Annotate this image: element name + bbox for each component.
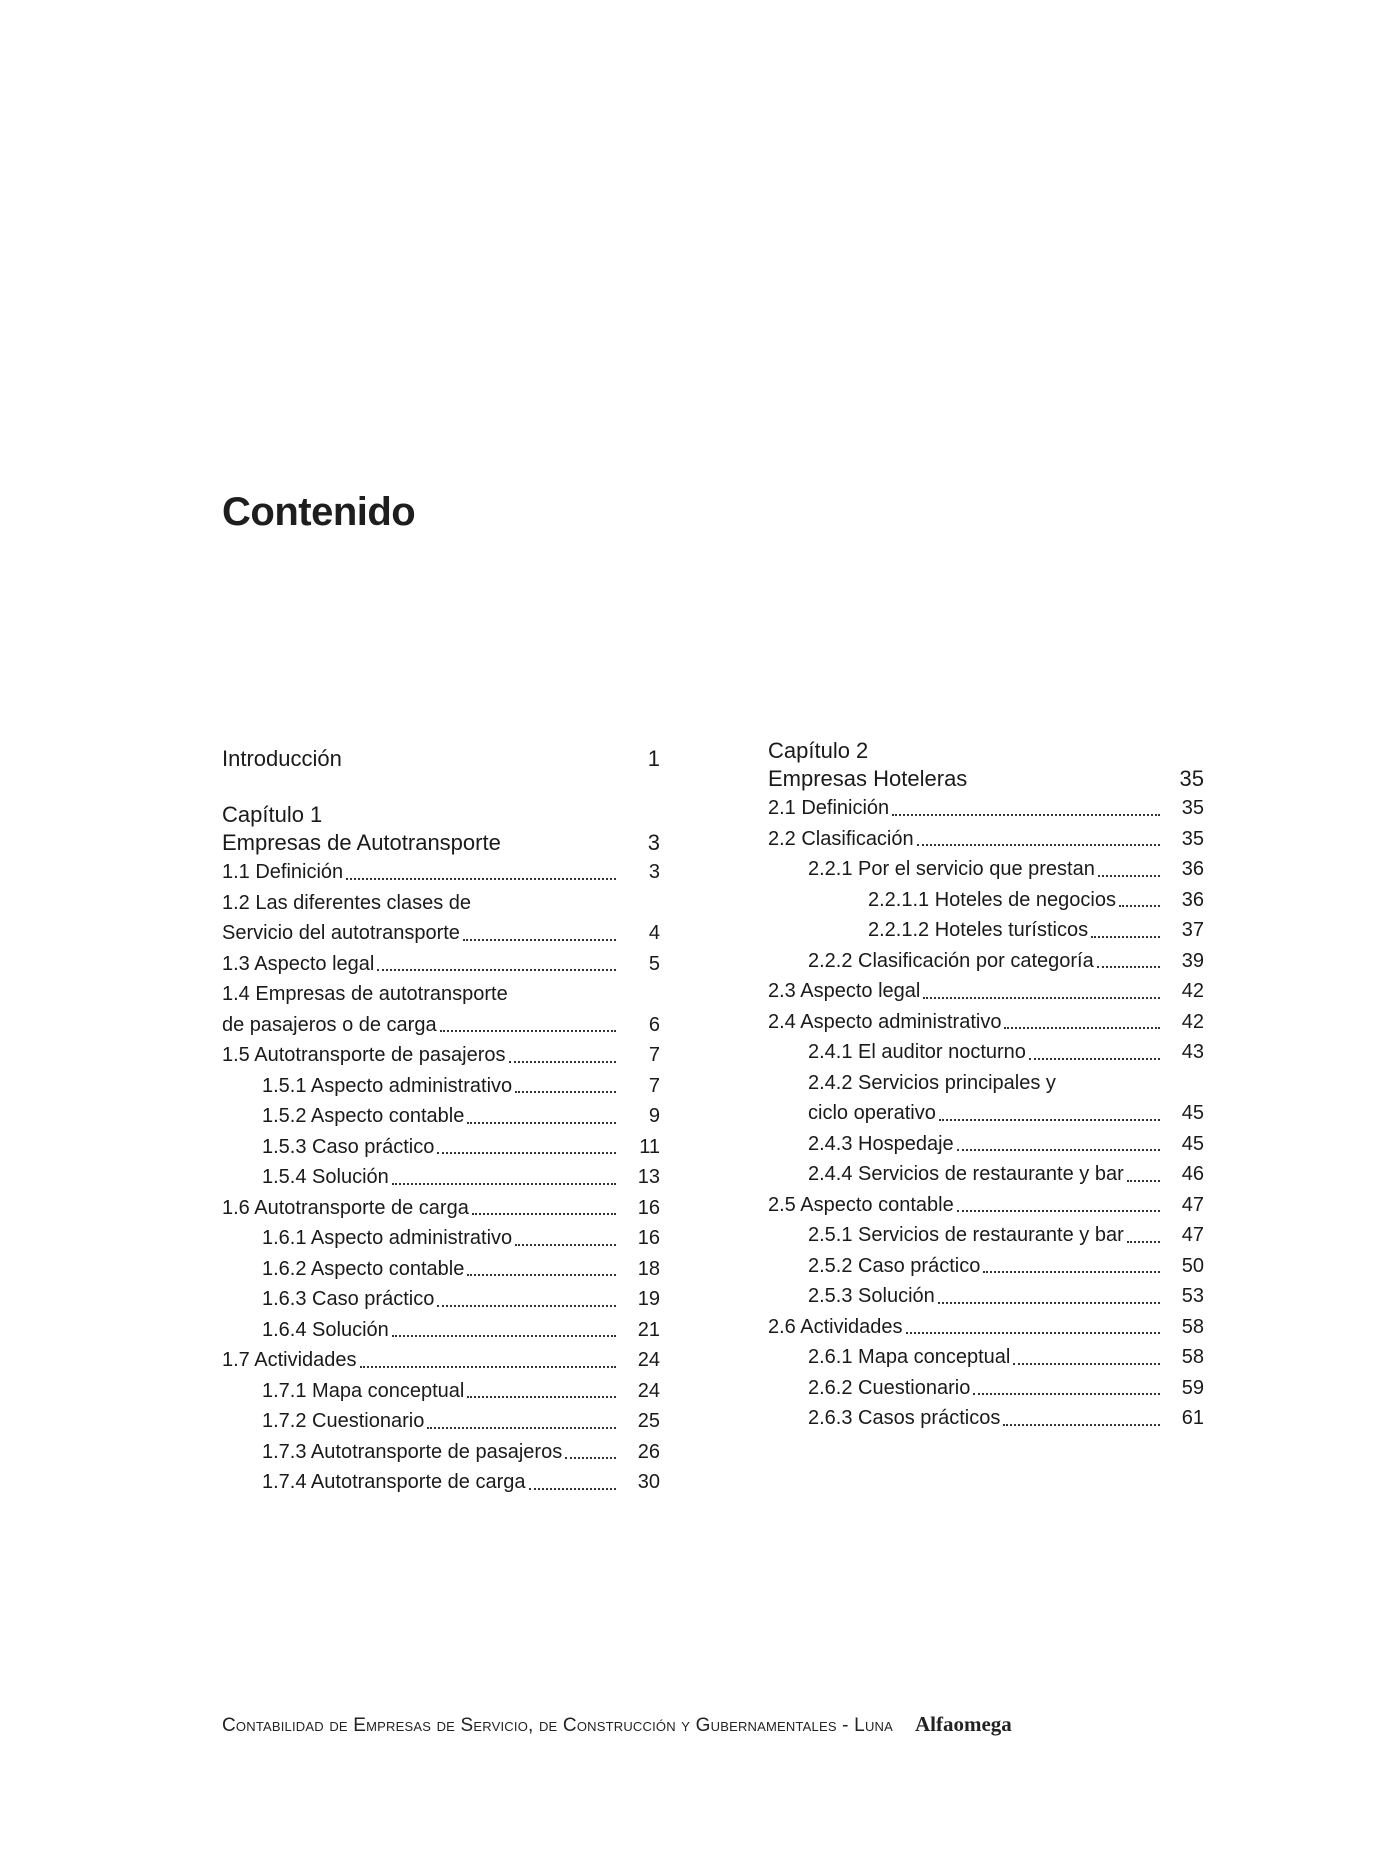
dot-leader	[1003, 1423, 1160, 1426]
toc-entry-page: 58	[1181, 1315, 1204, 1338]
toc-entry	[768, 1342, 1204, 1373]
toc-entry	[768, 1373, 1204, 1404]
chapter-heading-number: Capítulo 2	[768, 738, 869, 763]
toc-entry-label: 2.3 Aspecto legal	[768, 980, 921, 1002]
toc-entry-label: 2.6.1 Mapa conceptual	[808, 1346, 1011, 1368]
chapter-heading-title	[768, 765, 1204, 793]
toc-entry-label: 1.6.2 Aspecto contable	[262, 1257, 465, 1280]
publisher-logo: Alfaomega	[915, 1712, 1012, 1736]
chapter-heading-title	[222, 829, 660, 857]
toc-entry-label: 2.5.3 Solución	[808, 1285, 935, 1307]
dot-leader	[1119, 904, 1160, 907]
toc-entry-page: 25	[637, 1410, 660, 1432]
toc-entry	[222, 1193, 660, 1224]
dot-leader	[467, 1121, 616, 1124]
toc-entry-label: 2.4.2 Servicios principales y	[808, 1071, 1056, 1094]
toc-entry-page: 26	[637, 1440, 660, 1463]
toc-entry-label: 2.6 Actividades	[768, 1315, 903, 1338]
toc-entry-label: 1.5.1 Aspecto administrativo	[262, 1074, 513, 1097]
toc-entry	[222, 888, 660, 919]
toc-entry-page: 19	[637, 1288, 660, 1310]
toc-entry-page: 3	[648, 861, 660, 883]
dot-leader	[467, 1395, 616, 1398]
toc-entry	[768, 1129, 1204, 1160]
toc-entry-label: 1.7 Actividades	[222, 1349, 357, 1371]
dot-leader	[437, 1151, 616, 1154]
toc-entry	[768, 824, 1204, 855]
toc-entry-label: 2.4.1 El auditor nocturno	[808, 1041, 1026, 1063]
toc-entry-label: Servicio del autotransporte	[222, 922, 460, 944]
dot-leader	[472, 1212, 616, 1215]
toc-entry-page: 47	[1181, 1224, 1204, 1246]
dot-leader	[923, 996, 1160, 999]
dot-leader	[1097, 965, 1160, 968]
toc-entry	[768, 793, 1204, 824]
toc-entry-page: 7	[648, 1074, 660, 1097]
toc-entry-label: 1.6.1 Aspecto administrativo	[262, 1227, 513, 1249]
toc-entry-label: 1.6.4 Solución	[262, 1318, 389, 1341]
toc-entry	[768, 1281, 1204, 1312]
dot-leader	[440, 1029, 616, 1032]
dot-leader	[437, 1304, 616, 1307]
toc-entry-label: 1.5.3 Caso práctico	[262, 1135, 435, 1158]
dot-leader	[917, 843, 1160, 846]
dot-leader	[392, 1182, 616, 1185]
dot-leader	[939, 1118, 1160, 1121]
dot-leader	[957, 1148, 1160, 1151]
dot-leader	[565, 1456, 616, 1459]
toc-entry	[768, 885, 1204, 916]
toc-entry	[222, 1315, 660, 1346]
dot-leader	[1098, 874, 1160, 877]
toc-entry-label: 1.6.3 Caso práctico	[262, 1288, 435, 1310]
toc-entry-page: 47	[1181, 1193, 1204, 1216]
dot-leader	[906, 1331, 1160, 1334]
toc-entry	[768, 946, 1204, 977]
toc-entry-list	[222, 857, 660, 1498]
toc-entry-label: 2.4 Aspecto administrativo	[768, 1010, 1002, 1033]
toc-entry-label: 2.2.1.2 Hoteles turísticos	[868, 919, 1089, 941]
toc-entry-page: 7	[648, 1044, 660, 1066]
toc-right-column	[768, 737, 1204, 1434]
toc-entry	[222, 1406, 660, 1437]
toc-entry-page: 59	[1181, 1376, 1204, 1399]
toc-entry-page: 18	[637, 1257, 660, 1280]
toc-entry-list	[768, 793, 1204, 1434]
toc-entry-page: 5	[648, 952, 660, 975]
chapter-title-label: Empresas Hoteleras	[768, 766, 968, 791]
toc-entry-label: 1.3 Aspecto legal	[222, 952, 375, 975]
book-title-footer: Contabilidad de Empresas de Servicio, de Construcción y Gubernamentales - Luna	[222, 1715, 893, 1736]
toc-entry	[768, 976, 1204, 1007]
toc-entry-page: 30	[637, 1471, 660, 1493]
toc-entry-label: 1.7.1 Mapa conceptual	[262, 1379, 465, 1402]
toc-entry-label: 1.5.4 Solución	[262, 1166, 389, 1188]
toc-entry-label: 2.6.2 Cuestionario	[808, 1376, 971, 1399]
dot-leader	[509, 1060, 616, 1063]
toc-entry-page: 36	[1181, 888, 1204, 911]
toc-entry-page: 45	[1181, 1102, 1204, 1124]
toc-entry-page: 16	[637, 1227, 660, 1249]
dot-leader	[1029, 1057, 1160, 1060]
toc-entry-page: 43	[1181, 1041, 1204, 1063]
toc-entry-label: 2.5.1 Servicios de restaurante y bar	[808, 1224, 1124, 1246]
dot-leader	[346, 877, 616, 880]
toc-entry	[768, 1068, 1204, 1099]
toc-entry	[768, 1159, 1204, 1190]
toc-entry-page: 39	[1181, 949, 1204, 972]
toc-entry-page: 1	[647, 746, 660, 771]
dot-leader	[529, 1487, 616, 1490]
toc-entry-label: 2.4.4 Servicios de restaurante y bar	[808, 1163, 1124, 1185]
toc-entry	[768, 1190, 1204, 1221]
toc-entry-label: 2.2.1.1 Hoteles de negocios	[868, 888, 1116, 911]
dot-leader	[892, 813, 1160, 816]
toc-entry-page: 9	[648, 1105, 660, 1127]
toc-entry	[222, 1254, 660, 1285]
dot-leader	[1127, 1240, 1160, 1243]
toc-entry-page: 21	[637, 1318, 660, 1341]
toc-entry-page: 37	[1181, 919, 1204, 941]
toc-entry-label: 2.6.3 Casos prácticos	[808, 1407, 1001, 1429]
toc-entry-label: 2.5.2 Caso práctico	[808, 1254, 981, 1277]
toc-entry-page: 46	[1181, 1163, 1204, 1185]
toc-entry-label: 1.1 Definición	[222, 861, 344, 883]
toc-entry	[768, 1007, 1204, 1038]
toc-entry	[222, 979, 660, 1010]
toc-entry-page: 6	[648, 1013, 660, 1036]
toc-entry-page: 61	[1181, 1407, 1204, 1429]
toc-entry-introduction	[222, 745, 660, 773]
toc-entry-page: 35	[1181, 797, 1204, 819]
toc-entry	[222, 1010, 660, 1041]
toc-entry	[222, 1467, 660, 1498]
toc-entry	[222, 1101, 660, 1132]
toc-entry-page: 11	[639, 1135, 660, 1158]
toc-entry	[222, 918, 660, 949]
toc-entry	[222, 1071, 660, 1102]
toc-entry-label: 1.7.2 Cuestionario	[262, 1410, 425, 1432]
toc-entry-label: Introducción	[222, 746, 342, 771]
toc-entry-label: 1.2 Las diferentes clases de	[222, 891, 472, 914]
toc-entry-label: 2.2.2 Clasificación por categoría	[808, 949, 1094, 972]
toc-entry-label: 1.5 Autotransporte de pasajeros	[222, 1044, 506, 1066]
page-footer	[222, 1712, 1212, 1742]
toc-entry	[222, 857, 660, 888]
toc-entry-page: 58	[1181, 1346, 1204, 1368]
toc-entry	[222, 1132, 660, 1163]
toc-entry-label: 2.5 Aspecto contable	[768, 1193, 954, 1216]
toc-entry	[768, 1312, 1204, 1343]
dot-leader	[467, 1273, 616, 1276]
dot-leader	[427, 1426, 616, 1429]
toc-entry	[768, 1098, 1204, 1129]
toc-entry-label: 1.4 Empresas de autotransporte	[222, 983, 508, 1005]
toc-entry	[222, 1376, 660, 1407]
toc-entry	[768, 1251, 1204, 1282]
toc-entry	[768, 915, 1204, 946]
toc-entry	[222, 1040, 660, 1071]
dot-leader	[515, 1243, 616, 1246]
page-title: Contenido	[222, 490, 416, 534]
toc-entry	[768, 1037, 1204, 1068]
toc-entry	[222, 1162, 660, 1193]
toc-entry-page: 13	[637, 1166, 660, 1188]
toc-entry-page: 45	[1181, 1132, 1204, 1155]
toc-entry-page: 24	[637, 1379, 660, 1402]
chapter-title-label: Empresas de Autotransporte	[222, 830, 501, 855]
toc-entry-label: 1.6 Autotransporte de carga	[222, 1196, 469, 1219]
toc-entry-label: 1.7.4 Autotransporte de carga	[262, 1471, 526, 1493]
chapter-title-page: 3	[647, 830, 660, 855]
toc-entry-label: ciclo operativo	[808, 1102, 936, 1124]
dot-leader	[392, 1334, 616, 1337]
toc-entry-label: 2.2 Clasificación	[768, 827, 914, 850]
dot-leader	[957, 1209, 1160, 1212]
toc-entry	[768, 1220, 1204, 1251]
toc-entry-page: 16	[637, 1196, 660, 1219]
toc-entry	[222, 1284, 660, 1315]
toc-entry	[222, 1223, 660, 1254]
dot-leader	[1091, 935, 1160, 938]
dot-leader	[463, 938, 616, 941]
dot-leader	[515, 1090, 616, 1093]
toc-entry-label: 2.2.1 Por el servicio que prestan	[808, 858, 1095, 880]
toc-entry	[222, 949, 660, 980]
dot-leader	[983, 1270, 1160, 1273]
toc-entry-page: 53	[1181, 1285, 1204, 1307]
toc-entry-page: 4	[648, 922, 660, 944]
toc-entry	[768, 854, 1204, 885]
toc-entry-page: 35	[1181, 827, 1204, 850]
dot-leader	[973, 1392, 1160, 1395]
chapter-title-page: 35	[1179, 766, 1204, 791]
toc-entry-page: 42	[1181, 980, 1204, 1002]
chapter-heading-number: Capítulo 1	[222, 802, 323, 827]
toc-entry-page: 24	[637, 1349, 660, 1371]
dot-leader	[377, 968, 616, 971]
toc-left-column	[222, 745, 660, 1498]
toc-entry-page: 50	[1181, 1254, 1204, 1277]
dot-leader	[1004, 1026, 1160, 1029]
toc-entry-label: de pasajeros o de carga	[222, 1013, 437, 1036]
toc-entry	[222, 1345, 660, 1376]
toc-entry-page: 42	[1181, 1010, 1204, 1033]
dot-leader	[938, 1301, 1160, 1304]
dot-leader	[360, 1365, 616, 1368]
toc-entry-label: 2.4.3 Hospedaje	[808, 1132, 954, 1155]
toc-entry-page: 36	[1181, 858, 1204, 880]
toc-entry	[768, 1403, 1204, 1434]
toc-entry-label: 1.5.2 Aspecto contable	[262, 1105, 465, 1127]
toc-entry-label: 2.1 Definición	[768, 797, 890, 819]
dot-leader	[1127, 1179, 1160, 1182]
toc-entry-label: 1.7.3 Autotransporte de pasajeros	[262, 1440, 563, 1463]
dot-leader	[1013, 1362, 1160, 1365]
toc-entry	[222, 1437, 660, 1468]
